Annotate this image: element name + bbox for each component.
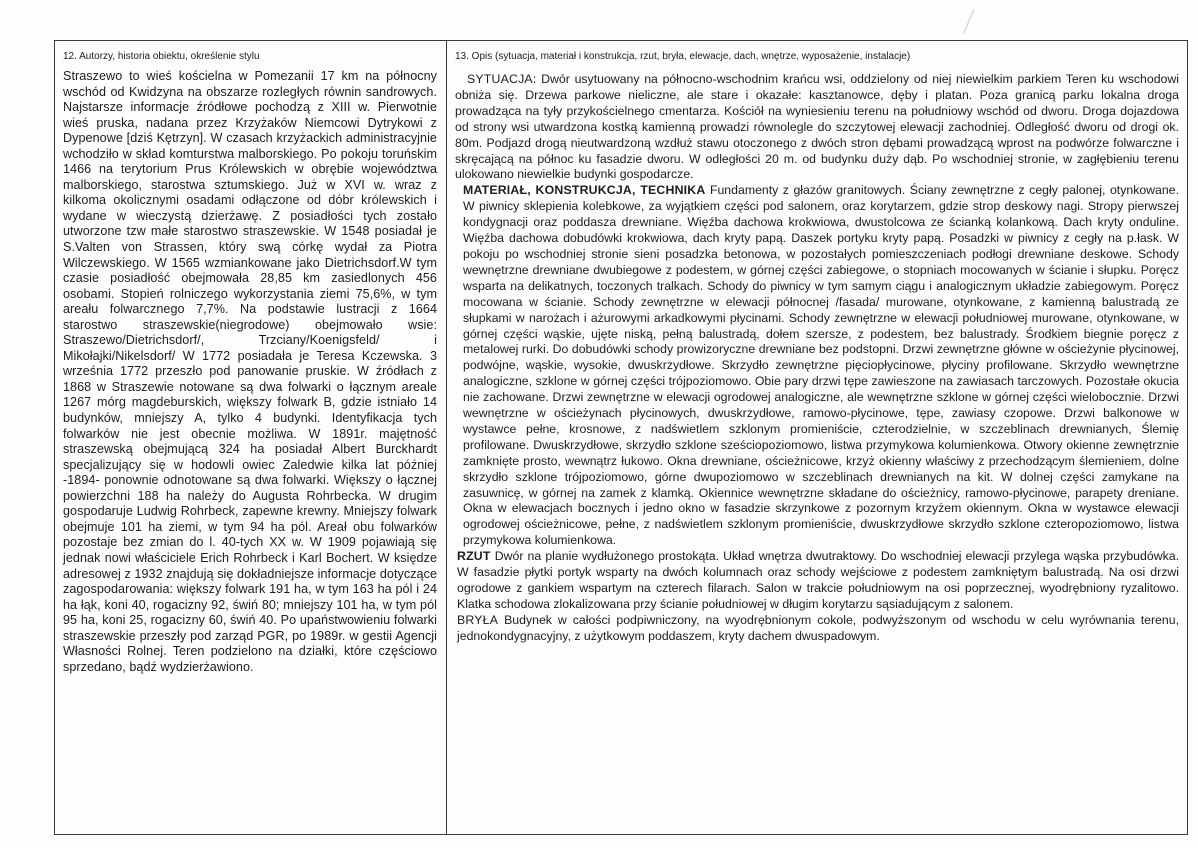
history-text: Straszewo to wieś kościelna w Pomezanii 17 km na północny wschód od Kwidzyna na obszarze rozległych równin sandrowych. Najstarsze informacje źródłowe pochodzą z XIII w. Pierwotnie wieś pruska, nadana przez Krzyżaków Niemcowi Dytrykowi z Dypenowe [dziś Kętrzyn]. W czasach krzyżackich administracyjnie wchodziło w skład komturstwa malborskiego. Po pokoju toruńskim 1466 na terytorium Prus Królewskich w obrębie województwa malborskiego, starostwa sztumskiego. Już w XVI w. wraz z kilkoma okolicznymi osadami odłączone od dóbr królewskich i wydane w wieczystą dzierżawę. Z posiadłości tych zostało utworzone tzw małe starostwo straszewskie. W 1548 posiadał je S.Valten von Strassen, który swą córkę wydał za Piotra Wilczewskiego. W 1565 wzmiankowane jako Dietrichsdorf.W tym czasie posiadłość obejmowała 28,85 km zasiedlonych 456 osobami. Stopień rolniczego wykorzystania ziemi 75,6%, w tym areału folwarcznego 7,7%. Na podstawie lustracji z 1664 starostwo straszewskie(niegrodowe) obejmowało wsie: Straszewo/Dietrichsdorf/, Trzciany/Koenigsfeld/ i Mikołajki/Nikelsdorf/ W 1772 posiadała je Teresa Kczewska. 3 września 1772 przeszło pod panowanie pruskie. W źródłach z 1868 w Straszewie notowane są dwa folwarki o łącznym areale 1267 mórg magdeburskich, większy folwark B, gdzie istniało 14 budynków, mniejszy A, tylko 4 budynki. Identyfikacja tych folwarków nie jest obecnie możliwa. W 1891r. majętność straszewską obejmującą 324 ha posiadał Albert Burckhardt specjalizujący się w hodowli owiec Zaledwie kilka lat później -1894- ponownie odnotowane są dwa folwarki. Większy o łącznej powierzchni 188 ha należy do Augusta Rohrbecka. W drugim gospodaruje Ludwig Rohrbeck, zapewne krewny. Mniejszy folwark obejmuje 101 ha ziemi, w tym 94 ha pól. Areał obu folwarków pozostaje bez zmian do l. 40-tych XX w. W 1909 pojawiają się jednak nowi właściciele Erich Rohrbeck i Karl Bochert. W księdze adresowej z 1932 znajdują się dokładniejsze informacje dotyczące zagospodarowania: większy folwark 191 ha, w tym 163 ha pól i 24 ha łąk, koni 40, rogacizny 92, świń 80; mniejszy 101 ha, w tym pól 95 ha, koni 25, rogacizny 60, świń 40. Po upaństwowieniu folwarki straszewskie przeszły pod zarząd PGR, po 1989r. w gestii Agencji Własności Rolnej. Teren podzielono na działki, które częściowo sprzedano, bądź wydzierżawiono. bbox=[63, 69, 437, 674]
history-column-header: 12. Autorzy, historia obiektu, określenie stylu bbox=[63, 51, 260, 62]
section-heading: RZUT bbox=[457, 549, 491, 564]
section-heading: SYTUACJA: bbox=[467, 72, 537, 86]
section-text: Fundamenty z głazów granitowych. Ściany zewnętrzne z cegły palonej, otynkowane. W piwnicy sklepienia kolebkowe, za wyjątkiem części pod salonem, oraz korytarzem, gdzie strop deskowy nagi. Stropy pierwszej kondygnacji oraz poddasza drewniane. Więźba dachowa krokwiowa, dwustolcowa ze ścianką kolankową. Dach kryty onduline. Więźba dachowa dobudówki krokwiowa, dach kryty papą. Daszek portyku kryty papą. Posadzki w piwnicy z cegły na p.łask. W pokoju po wschodniej stronie sieni posadzka betonowa, w pozostałych pomieszczeniach podłogi drewniane deskowe. Schody wewnętrzne drewniane dwubiegowe z podestem, w górnej części zabiegowe, o stopniach mocowanych w ścianie i słupku. Poręcz wsparta na delikatnych, toczonych tralkach. Schody do piwnicy w tym samym ciągu i analogicznym układzie zabiegowym. Poręcz mocowana w ścianie. Schody zewnętrzne w elewacji północnej /fasada/ murowane, otynkowane, z kamienną balustradą ze słupkami w narożach i ażurowymi arkadkowymi płycinami. Schody zewnętrzne w elewacji południowej murowane, otynkowane, w górnej części wąskie, ujęte niską, pełną balustradą, dołem szersze, z podestem, bez balustrady. Środkiem biegnie poręcz z metalowej rurki. Do dobudówki schody prowizoryczne drewniane bez podstopni. Drzwi zewnętrzne główne w ościeżynie płycinowej, podwójne, wąskie, wysokie, dwuskrzydłowe. Skrzydło zewnętrzne pięciopłycinowe, płyciny profilowane. Skrzydło wewnętrzne analogiczne, szklone w górnej części trójpoziomowo. Obie pary drzwi tępe zawieszone na zawiasach tarczowych. Pozostałe okucia nie zachowane. Drzwi zewnętrzne w elewacji ogrodowej analogiczne, ale wewnętrzne szklone w górnej części wielobocznie. Drzwi wewnętrzne w ościeżynach płycinowych, dwuskrzydłowe, ramowo-płycinowe, tępe, zawiasy czopowe. Drzwi balkonowe w wystawce pełne, krosnowe, z nadświetlem szklonym promieniście, czterodzielnie, w szczeblinach drewnianych, Ślemię profilowane. Dwuskrzydłowe, skrzydło szklone sześciopoziomowo, listwa przymykowa kolumienkowa. Otwory okienne zewnętrznie zamknięte prosto, wewnątrz łukowo. Okna drewniane, ościeżnicowe, krzyż okienny właściwy z przechodzącym ślemieniem, dolne skrzydło szklone trójpoziomowo, górne dwupoziomowo w szczeblinach drewnianych na kit. W dolnej części zamykane na zasuwnicę, w górnej na zamek z klamką. Okiennice wewnętrzne składane do ościeżnicy, ramowo-płycinowe, parapety dreniane. Okna w elewacjach bocznych i jedno okno w fasadzie skrzynkowe z pozornym krzyżem okiennym. Okna w wystawce elewacji ogrodowej ościeżnicowe, pełne, z nadświetlem szklonym promieniście, dwuskrzydłowe skrzydło szklone czteropoziomowo, listwa przymykowa kolumienkowa. bbox=[463, 183, 1179, 548]
description-column-header: 13. Opis (sytuacja, materiał i konstrukcja, rzut, bryła, elewacje, dach, wnętrze, wyposażenie, instalacje) bbox=[455, 51, 911, 62]
section-material bbox=[455, 183, 1179, 549]
paper-scuff-mark bbox=[962, 8, 976, 34]
section-rzut bbox=[455, 549, 1179, 613]
section-text: Budynek w całości podpiwniczony, na wyodrębnionym cokole, podwyższonym od wschodu w celu wyrównania terenu, jednokondygnacyjny, z użytkowym poddaszem, kryty dachem dwuspadowym. bbox=[457, 612, 1179, 643]
section-bryla bbox=[455, 613, 1179, 645]
section-sytuacja bbox=[455, 72, 1179, 183]
section-text: Dwór usytuowany na północno-wschodnim krańcu wsi, oddzielony od niej niewielkim parkiem Teren ku wschodowi obniża się. Drzewa parkowe nieliczne, ale stare i okazałe: kasztanowce, dęby i platan. Poza granicą parku lokalna droga prowadząca na tyły przykościelnego cmentarza. Kościół na wyniesieniu terenu na południowy wschód od dworu. Droga dojazdowa od strony wsi utwardzona kostką kamienną prowadzi równolegle do szczytowej elewacji zachodniej. Odległość dworu od drogi ok. 80m. Podjazd drogą nieutwardzoną wzdłuż stawu otoczonego z dwóch stron dębami prowadzącą wprost na podwórze folwarczne i skręcającą na północ ku fasadzie dworu. W odległości 20 m. od budynku duży dąb. Po wschodniej stronie, w zagłębieniu terenu ulokowano niewielkie budynki gospodarcze. bbox=[455, 72, 1179, 182]
section-heading: MATERIAŁ, KONSTRUKCJA, TECHNIKA bbox=[463, 183, 706, 198]
history-column bbox=[54, 40, 446, 675]
description-column bbox=[447, 40, 1188, 645]
section-text: Dwór na planie wydłużonego prostokąta. Układ wnętrza dwutraktowy. Do wschodniej elewacji przylega wąska przybudówka. W fasadzie płytki portyk wsparty na dwóch kolumnach oraz schody wejściowe z podestem zamkniętym balustradą. Na osi drzwi ogrodowe z gankiem wspartym na czterech filarach. Salon w trakcie południowym na osi poprzecznej, wyodrębniony ryzalitowo. Klatka schodowa zlokalizowana przy ścianie południowej w długim korytarzu sąsiadującym z salonem. bbox=[457, 549, 1179, 611]
section-heading: BRYŁA bbox=[457, 612, 499, 627]
